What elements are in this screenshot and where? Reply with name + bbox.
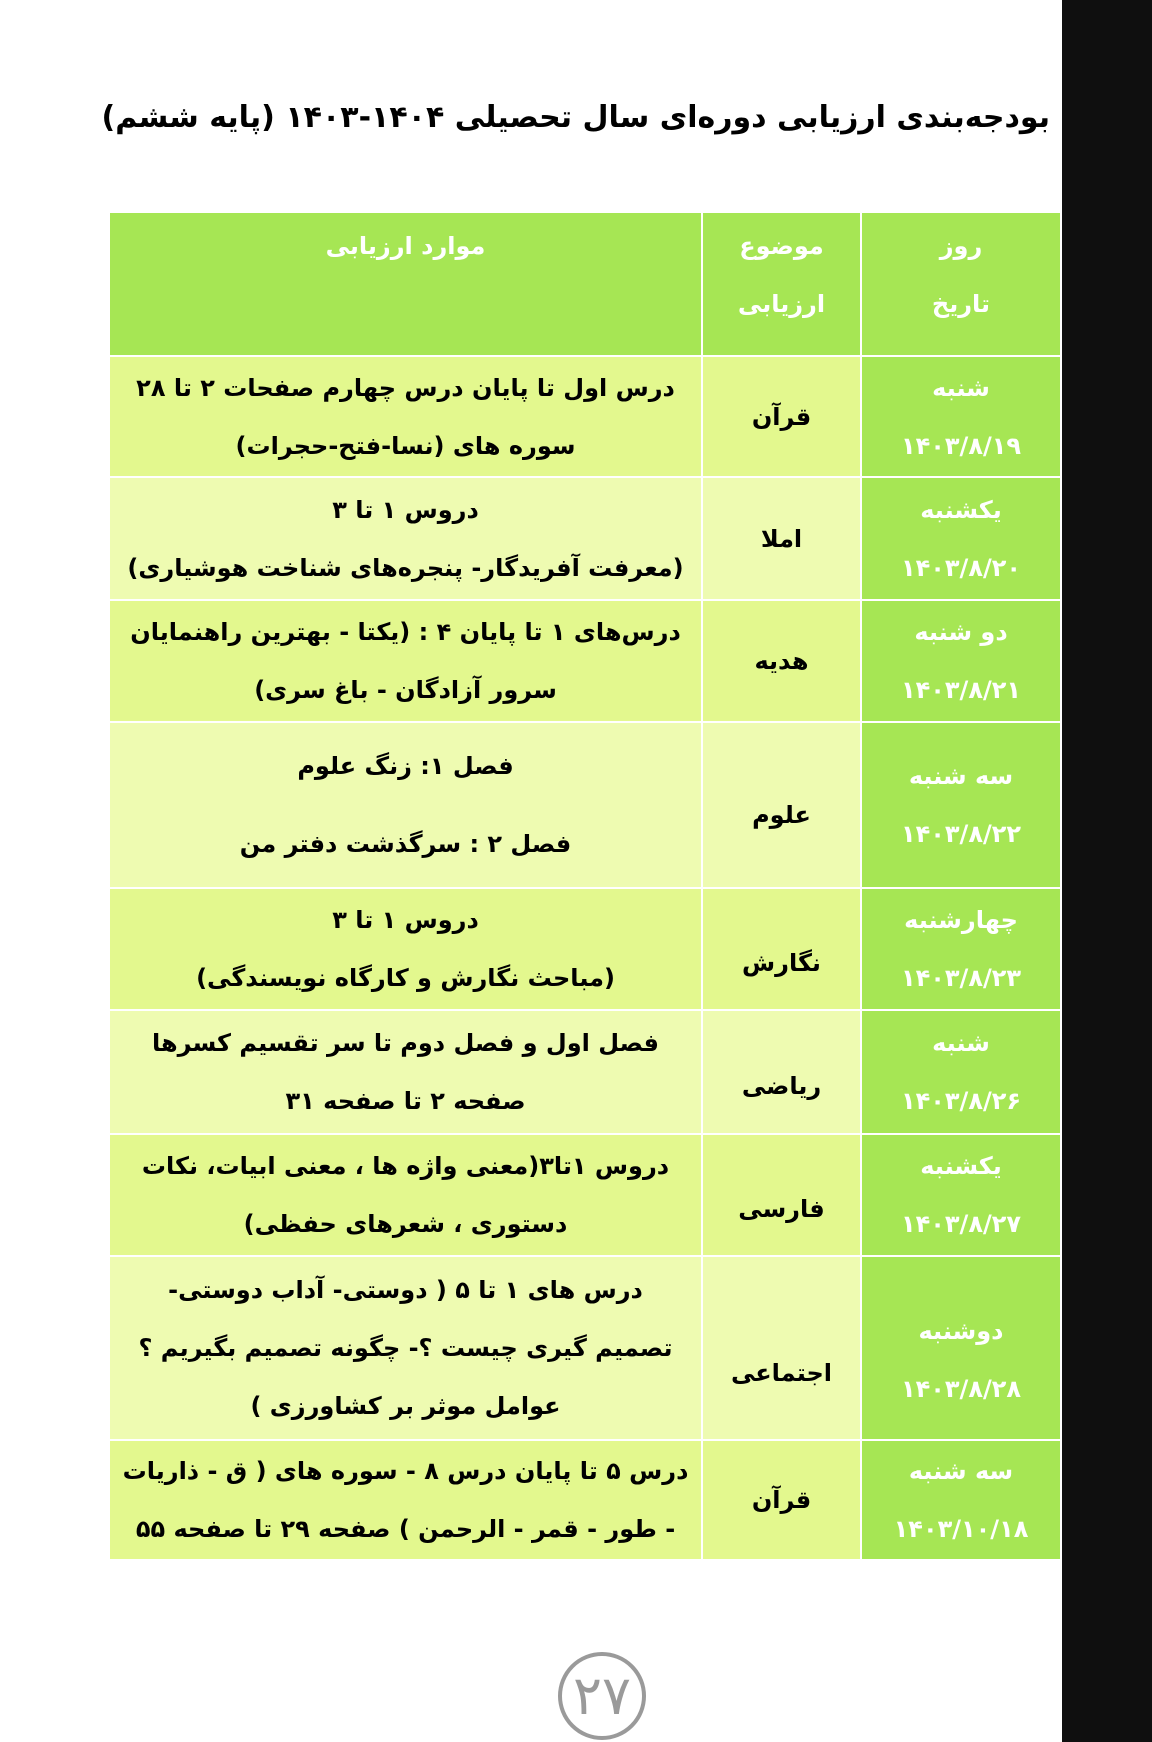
header-row [109, 212, 1061, 356]
date-label: ۱۴۰۳/۸/۲۳ [900, 964, 1022, 992]
items-cell [109, 356, 702, 477]
day-label: چهارشنبه [904, 906, 1018, 934]
table-row [109, 1010, 1061, 1134]
item-line: درس ۵ تا پایان درس ۸ - سوره های ( ق - ذاریات [122, 1457, 689, 1485]
item-line: دروس ۱ تا ۳ [332, 906, 479, 934]
day-label: شنبه [932, 1029, 990, 1057]
table-row [109, 1134, 1061, 1256]
date-label: ۱۴۰۳/۸/۲۶ [900, 1087, 1022, 1115]
table-row [109, 888, 1061, 1010]
table-row [109, 722, 1061, 888]
table-row [109, 600, 1061, 722]
item-line: فصل ۲ : سرگذشت دفتر من [239, 830, 572, 858]
day-label: دوشنبه [918, 1317, 1004, 1345]
subject-cell: هدیه [702, 600, 861, 722]
item-line: (معرفت آفریدگار- پنجره‌های شناخت هوشیاری) [127, 553, 684, 582]
date-cell [861, 600, 1061, 722]
date-label: ۱۴۰۳/۸/۲۲ [900, 820, 1022, 848]
date-cell [861, 1134, 1061, 1256]
items-cell [109, 600, 702, 722]
subject-cell: اجتماعی [702, 1256, 861, 1440]
date-label: ۱۴۰۳/۸/۲۸ [900, 1375, 1022, 1403]
table-row [109, 1256, 1061, 1440]
table-row [109, 477, 1061, 600]
header-subject [702, 212, 861, 356]
date-cell [861, 1440, 1061, 1560]
header-subject-line2: ارزیابی [737, 290, 826, 318]
date-cell [861, 477, 1061, 600]
subject-cell: قرآن [702, 1440, 861, 1560]
page-edge-bar [1062, 0, 1152, 1742]
header-subject-line1: موضوع [739, 232, 824, 260]
date-cell [861, 888, 1061, 1010]
item-line: - طور - قمر - الرحمن ) صفحه ۲۹ تا صفحه ۵۵ [135, 1515, 676, 1543]
day-label: شنبه [932, 373, 990, 402]
item-line: سوره های (نسا-فتح-حجرات) [235, 431, 576, 460]
date-label: ۱۴۰۳/۱۰/۱۸ [893, 1515, 1029, 1543]
items-cell [109, 1134, 702, 1256]
subject-cell: ریاضی [702, 1010, 861, 1134]
page-number: ۲۷ [558, 1652, 646, 1740]
item-line: سرور آزادگان - باغ سری) [254, 676, 557, 704]
item-line: درس های ۱ تا ۵ ( دوستی- آداب دوستی- [168, 1276, 643, 1304]
subject-cell: فارسی [702, 1134, 861, 1256]
items-cell [109, 477, 702, 600]
date-cell [861, 1256, 1061, 1440]
subject-cell: نگارش [702, 888, 861, 1010]
header-date-line2: تاریخ [931, 290, 991, 318]
day-label: دو شنبه [914, 618, 1008, 646]
day-label: یکشنبه [920, 1152, 1002, 1180]
date-label: ۱۴۰۳/۸/۱۹ [900, 431, 1022, 460]
table-row [109, 1440, 1061, 1560]
page-title: بودجه‌بندی ارزیابی دوره‌ای سال تحصیلی ۱۴۰۴-۱۴۰۳ (پایه ششم) [101, 100, 1050, 135]
items-cell [109, 722, 702, 888]
date-label: ۱۴۰۳/۸/۲۱ [900, 676, 1022, 704]
item-line: فصل اول و فصل دوم تا سر تقسیم کسرها [152, 1029, 659, 1057]
item-line: درس اول تا پایان درس چهارم صفحات ۲ تا ۲۸ [136, 373, 675, 402]
header-date-line1: روز [939, 232, 983, 260]
header-date [861, 212, 1061, 356]
items-cell [109, 888, 702, 1010]
day-label: سه شنبه [908, 762, 1014, 790]
item-line: دروس ۱ تا ۳ [332, 495, 479, 524]
item-line: تصمیم گیری چیست ؟- چگونه تصمیم بگیریم ؟ [138, 1334, 673, 1362]
item-line: صفحه ۲ تا صفحه ۳۱ [285, 1087, 526, 1115]
items-cell [109, 1440, 702, 1560]
day-label: سه شنبه [908, 1457, 1014, 1485]
date-label: ۱۴۰۳/۸/۲۰ [900, 553, 1022, 582]
table-row [109, 356, 1061, 477]
item-line: دستوری ، شعرهای حفظی) [243, 1210, 568, 1238]
date-cell [861, 722, 1061, 888]
header-items-label: موارد ارزیابی [325, 232, 486, 260]
header-items [109, 212, 702, 356]
subject-cell: علوم [702, 722, 861, 888]
date-cell [861, 1010, 1061, 1134]
items-cell [109, 1256, 702, 1440]
items-cell [109, 1010, 702, 1134]
date-cell [861, 356, 1061, 477]
assessment-schedule-table [108, 211, 1062, 1561]
item-line: دروس ۱تا۳(معنی واژه ها ، معنی ابیات، نکات [141, 1152, 670, 1180]
item-line: درس‌های ۱ تا پایان ۴ : (یکتا - بهترین راهنمایان [130, 618, 681, 646]
subject-cell: قرآن [702, 356, 861, 477]
date-label: ۱۴۰۳/۸/۲۷ [900, 1210, 1022, 1238]
subject-cell: املا [702, 477, 861, 600]
item-line: فصل ۱: زنگ علوم [297, 752, 514, 780]
day-label: یکشنبه [920, 495, 1002, 524]
item-line: عوامل موثر بر کشاورزی ) [250, 1392, 561, 1420]
item-line: (مباحث نگارش و کارگاه نویسندگی) [196, 964, 615, 992]
